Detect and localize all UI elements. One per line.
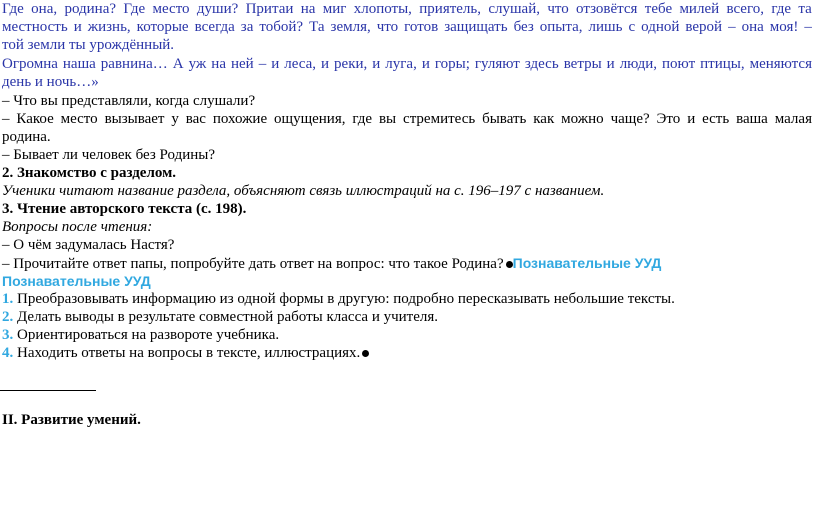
word: у xyxy=(171,111,179,127)
word: всегда xyxy=(194,19,235,35)
word: вызывает xyxy=(104,111,165,127)
section-3-question-1: – О чём задумалась Настя? xyxy=(2,237,175,253)
word: где xyxy=(771,1,792,17)
word: люди, xyxy=(619,56,658,72)
word: Та xyxy=(309,19,325,35)
word: стремитесь xyxy=(403,111,476,127)
word: луга, xyxy=(385,56,417,72)
word: место xyxy=(60,111,98,127)
word: – xyxy=(728,19,736,35)
question-1: – Что вы представляли, когда слушали? xyxy=(2,93,256,109)
section-ii-heading: II. Развитие умений. xyxy=(2,412,141,428)
word: и xyxy=(421,56,430,72)
word: слушай, xyxy=(488,1,540,17)
word: Где xyxy=(2,1,24,17)
word: Притаи xyxy=(245,1,294,17)
word: здесь xyxy=(524,56,559,72)
uud-inline-label: Познавательные УУД xyxy=(512,255,662,271)
word: где xyxy=(352,111,373,127)
uud-item-3 xyxy=(2,326,279,344)
word: гуляют xyxy=(474,56,520,72)
word: похожие xyxy=(212,111,268,127)
word: Где xyxy=(123,1,146,17)
word: родина? xyxy=(64,1,117,17)
uud-item-4 xyxy=(2,344,369,362)
word: и xyxy=(73,19,82,35)
uud-item-number: 3. xyxy=(2,327,14,343)
word: она, xyxy=(31,1,58,17)
word: защищать xyxy=(444,19,508,35)
word: малая xyxy=(774,111,812,127)
poem-line-4 xyxy=(2,55,812,73)
word: земля, xyxy=(330,19,371,35)
word: ощущения, xyxy=(274,111,346,127)
word: А xyxy=(172,56,184,72)
word: за xyxy=(240,19,254,35)
word: тебе xyxy=(644,1,673,17)
bullet-dot-icon xyxy=(506,261,513,268)
word: птицы, xyxy=(700,56,745,72)
word: Это xyxy=(656,111,681,127)
uud-heading: Познавательные УУД xyxy=(2,273,151,289)
uud-item-number: 1. xyxy=(2,291,14,307)
word: ней xyxy=(230,56,254,72)
word: милей xyxy=(679,1,720,17)
word: уж xyxy=(188,56,207,72)
word: местность xyxy=(2,19,68,35)
poem-line-2 xyxy=(2,18,812,36)
question-2-end: родина. xyxy=(2,129,51,145)
word: и xyxy=(271,56,280,72)
uud-item-1 xyxy=(2,290,675,308)
uud-item-number: 2. xyxy=(2,309,14,325)
word: меняются xyxy=(749,56,812,72)
word: ветры xyxy=(563,56,602,72)
word: тобой? xyxy=(259,19,304,35)
word: и xyxy=(321,56,330,72)
word: на xyxy=(300,1,316,17)
question-3: – Бывает ли человек без Родины? xyxy=(2,147,215,163)
word: вы xyxy=(378,111,397,127)
word: и xyxy=(687,111,696,127)
word: миг xyxy=(322,1,347,17)
section-2-heading: 2. Знакомство с разделом. xyxy=(2,165,177,181)
word: та xyxy=(798,1,812,17)
word: поют xyxy=(662,56,696,72)
word: чаще? xyxy=(610,111,650,127)
uud-item-text: Ориентироваться на развороте учебника. xyxy=(13,327,280,343)
word: отзовётся xyxy=(576,1,638,17)
word: можно xyxy=(561,111,604,127)
word: как xyxy=(533,111,555,127)
word: верой xyxy=(685,19,723,35)
word: есть xyxy=(702,111,730,127)
bullet-dot-icon xyxy=(362,350,369,357)
word: жизнь, xyxy=(87,19,131,35)
word: ваша xyxy=(736,111,768,127)
word: хлопоты, xyxy=(353,1,412,17)
word: – xyxy=(258,56,267,72)
word: равнина… xyxy=(100,56,168,72)
word: лишь xyxy=(588,19,623,35)
word: наша xyxy=(62,56,96,72)
section-3-heading: 3. Чтение авторского текста (с. 198). xyxy=(2,201,247,217)
word: реки, xyxy=(334,56,368,72)
word: Огромна xyxy=(2,56,58,72)
uud-item-number: 4. xyxy=(2,345,14,361)
section-3-subheading: Вопросы после чтения: xyxy=(2,219,153,235)
uud-item-2 xyxy=(2,308,438,326)
word: на xyxy=(211,56,226,72)
word: без xyxy=(513,19,534,35)
word: всего, xyxy=(726,1,764,17)
word: что xyxy=(547,1,569,17)
word: с xyxy=(628,19,636,35)
word: моя! xyxy=(769,19,799,35)
section-2-text: Ученики читают название раздела, объясняют связь иллюстраций на с. 196–197 с названием. xyxy=(2,183,605,199)
uud-item-text: Делать выводы в результате совместной работы класса и учителя. xyxy=(13,309,439,325)
word: горы; xyxy=(434,56,470,72)
word: которые xyxy=(136,19,189,35)
poem-line-1 xyxy=(2,0,812,18)
word: готов xyxy=(404,19,439,35)
word: – xyxy=(2,111,10,127)
poem-line-3: той земли ты урождённый. xyxy=(2,37,175,53)
section-divider xyxy=(0,390,96,391)
uud-item-text: Находить ответы на вопросы в тексте, иллюстрациях. xyxy=(13,345,361,361)
word: одной xyxy=(641,19,680,35)
uud-item-text: Преобразовывать информацию из одной формы в другую: подробно пересказывать небольшие тексты. xyxy=(13,291,675,307)
word: – xyxy=(804,19,812,35)
word: души? xyxy=(196,1,239,17)
word: Какое xyxy=(16,111,54,127)
word: что xyxy=(376,19,399,35)
word: приятель, xyxy=(419,1,482,17)
word: место xyxy=(152,1,190,17)
section-3-question-2: – Прочитайте ответ папы, попробуйте дать ответ на вопрос: что такое Родина? xyxy=(2,256,504,272)
word: и xyxy=(606,56,615,72)
word: вас xyxy=(185,111,206,127)
question-2 xyxy=(2,110,812,128)
section-3-question-2-line xyxy=(2,254,661,273)
word: леса, xyxy=(284,56,316,72)
word: она xyxy=(741,19,764,35)
word: и xyxy=(372,56,381,72)
poem-line-5: день и ночь…» xyxy=(2,74,99,90)
word: опыта, xyxy=(539,19,583,35)
word: бывать xyxy=(482,111,527,127)
